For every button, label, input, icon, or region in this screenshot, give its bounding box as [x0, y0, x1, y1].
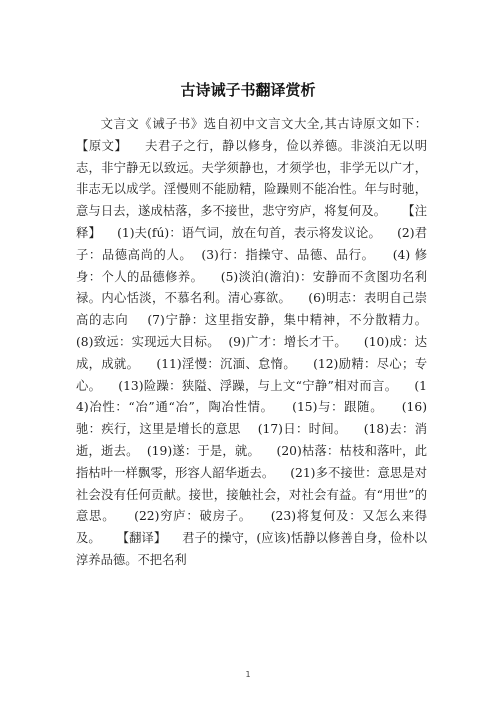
document-body: 文言文《诫子书》选自初中文言文大全,其古诗原文如下： 【原文】 夫君子之行，静以修身，俭以养德。非淡泊无以明志，非宁静无以致远。夫学须静也，才须学也，非学无以广才，非志无以成学。淫慢则不能励精，险躁则不能冶性。年与时驰，意与日去，遂成枯落，多不接世，悲守穷庐，将复何及。 【注释】 (1)夫(fú)：语气词，放在句首，表示将发议论。 (2)君子：品德高尚的人。 (3)行：指操守、品德、品行。 (4) 修身：个人的品德修养。 (5)淡泊(澹泊)：安静而不贪图功名利禄。内心恬淡，不慕名利。清心寡欲。 (6)明志：表明自己崇高的志向 (7)宁静：这里指安静，集中精神，不分散精力。 (8)致远：实现远大目标。 (9)广才：增长才干。 (10)成：达成，成就。 (11)淫慢：沉湎、怠惰。 (12)励精：尽心；专心。 (13)险躁：狭隘、浮躁，与上文“宁静”相对而言。 (14)冶性：“冶”通“冶”，陶冶性情。 (15)与：跟随。 (16)驰：疾行，这里是增长的意思 (17)日：时间。 (18)去：消逝，逝去。 (19)遂：于是，就。 (20)枯落：枯枝和落叶，此指枯叶一样飘零，形容人韶华逝去。 (21)多不接世：意思是对社会没有任何贡献。接世，接触社会，对社会有益。有“用世”的意思。 (22)穷庐：破房子。 (23)将复何及：又怎么来得及。 【翻译】 君子的操守，(应该)恬静以修善自身，俭朴以淳养品德。不把名利 [76, 117, 443, 567]
document-title: 古诗诫子书翻译赏析 [180, 81, 316, 99]
page-number: 1 [245, 670, 251, 679]
